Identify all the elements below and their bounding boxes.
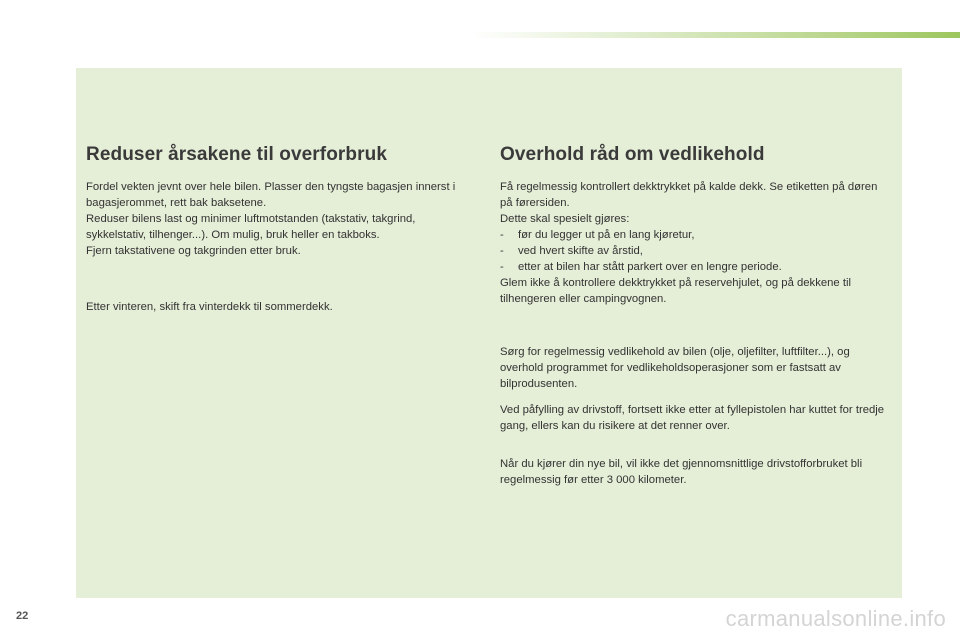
right-paragraph-2: Dette skal spesielt gjøres: xyxy=(500,213,630,225)
right-heading: Overhold råd om vedlikehold xyxy=(500,144,765,165)
header-accent-bar xyxy=(470,32,960,38)
list-item xyxy=(500,227,892,243)
left-paragraph-4: Etter vinteren, skift fra vinterdekk til sommerdekk. xyxy=(86,301,333,313)
list-item xyxy=(500,243,892,259)
right-paragraph-3: Glem ikke å kontrollere dekktrykket på reservehjulet, og på dekkene til tilhengeren eller campingvognen. xyxy=(500,277,852,305)
list-dash: - xyxy=(500,245,504,257)
right-paragraph-1: Få regelmessig kontrollert dekktrykket på kalde dekk. Se etiketten på døren på førersiden. xyxy=(500,181,878,209)
left-paragraph-3: Fjern takstativene og takgrinden etter bruk. xyxy=(86,245,301,257)
maintenance-list xyxy=(500,227,892,275)
left-paragraph-2: Reduser bilens last og minimer luftmotstanden (takstativ, takgrind, sykkelstativ, tilhenger...). Om mulig, bruk heller en takboks. xyxy=(86,213,416,241)
page-number: 22 xyxy=(16,610,29,622)
watermark: carmanualsonline.info xyxy=(725,606,946,631)
list-dash: - xyxy=(500,229,504,241)
list-item-text: ved hvert skifte av årstid, xyxy=(518,245,643,257)
list-item xyxy=(500,259,892,275)
right-paragraph-6: Når du kjører din nye bil, vil ikke det gjennomsnittlige drivstofforbruket bli regelmessig før etter 3 000 kilometer. xyxy=(500,458,863,486)
list-dash: - xyxy=(500,261,504,273)
left-heading: Reduser årsakene til overforbruk xyxy=(86,144,387,165)
right-paragraph-4: Sørg for regelmessig vedlikehold av bilen (olje, oljefilter, luftfilter...), og overhold programmet for vedlikeholdsoperasjoner som er fastsatt av bilprodusenten. xyxy=(500,346,850,390)
left-paragraph-1: Fordel vekten jevnt over hele bilen. Plasser den tyngste bagasjen innerst i bagasjerommet, rett bak baksetene. xyxy=(86,181,456,209)
list-item-text: etter at bilen har stått parkert over en lengre periode. xyxy=(518,261,782,273)
right-paragraph-5: Ved påfylling av drivstoff, fortsett ikke etter at fyllepistolen har kuttet for tredje gang, ellers kan du risikere at det renner over. xyxy=(500,404,885,432)
content-panel xyxy=(76,68,902,598)
list-item-text: før du legger ut på en lang kjøretur, xyxy=(518,229,695,241)
